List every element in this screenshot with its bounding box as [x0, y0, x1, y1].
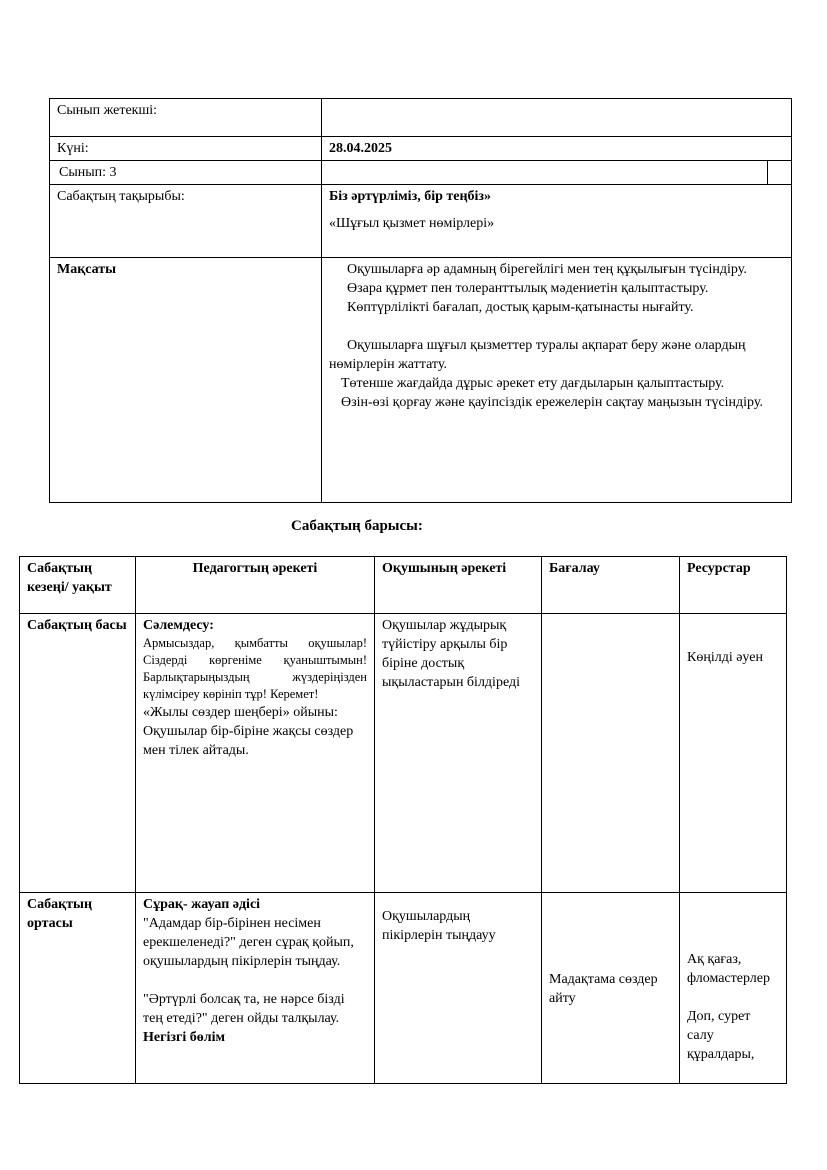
table-header-row: [20, 557, 787, 614]
stage-start: Сабақтың басы: [20, 614, 136, 893]
greeting-text: Армысыздар, қымбатты оқушылар! Сіздерді көргеніме қуаныштымын! Барлықтарыңыздың жүздеріңізден күлімсіреу көрініп тұр! Керемет!: [143, 636, 367, 701]
topic-line-2: «Шұғыл қызмет нөмірлері»: [329, 216, 495, 231]
question-2: "Әртүрлі болсақ та, не нәрсе бізді тең етеді?" деген ойды талқылау.: [143, 992, 345, 1026]
topic-row: [50, 185, 792, 258]
resources-music: Көңілді әуен: [687, 650, 763, 665]
class-extra: [768, 161, 792, 185]
goals-row: [50, 258, 792, 503]
header-stage: Сабақтың кезеңі/ уақыт: [20, 557, 136, 614]
teacher-action-start: [136, 614, 375, 893]
praise-words: Мадақтама сөздер айту: [549, 972, 658, 1006]
date-value: 28.04.2025: [322, 137, 792, 161]
goals-label: Мақсаты: [50, 258, 322, 503]
student-action-middle: [375, 893, 542, 1084]
teacher-action-middle: [136, 893, 375, 1084]
teacher-label: Сынып жетекші:: [50, 99, 322, 137]
goal-item: Оқушыларға әр адамның бірегейлігі мен тең құқылығын түсіндіру.: [347, 262, 747, 277]
resources-start: [680, 614, 787, 893]
header-assessment: Бағалау: [542, 557, 680, 614]
topic-label: Сабақтың тақырыбы:: [50, 185, 322, 258]
table-row: [20, 893, 787, 1084]
qa-method-heading: Сұрақ- жауап әдісі: [143, 897, 261, 912]
topic-value: [322, 185, 792, 258]
resources-ball: Доп, сурет салу құралдары,: [687, 1009, 755, 1062]
student-listen: Оқушылардың пікірлерін тыңдауу: [382, 909, 496, 943]
resources-middle: [680, 893, 787, 1084]
goals-value: [322, 258, 792, 503]
header-student: Оқушының әрекеті: [375, 557, 542, 614]
warm-words-game: «Жылы сөздер шеңбері» ойыны: Оқушылар бір-біріне жақсы сөздер мен тілек айтады.: [143, 705, 354, 758]
question-1: "Адамдар бір-бірінен несімен ерекшеленеді?" деген сұрақ қойып, оқушылардың пікірлерін тыңдау.: [143, 916, 354, 969]
greeting-heading: Сәлемдесу:: [143, 618, 214, 633]
teacher-value: [322, 99, 792, 137]
table-row: [20, 614, 787, 893]
header-teacher: Педагогтың әрекеті: [136, 557, 375, 614]
assessment-start: [542, 614, 680, 893]
stage-middle: Сабақтың ортасы: [20, 893, 136, 1084]
goal-item: Оқушыларға шұғыл қызметтер туралы ақпарат беру және олардың нөмірлерін жаттату.: [329, 338, 746, 372]
topic-line-1: Біз әртүрліміз, бір теңбіз»: [329, 189, 492, 204]
lesson-flow-table: [19, 556, 787, 1084]
goal-item: Төтенше жағдайда дұрыс әрекет ету дағдыларын қалыптастыру.: [341, 376, 725, 391]
class-row: [50, 161, 792, 185]
teacher-row: [50, 99, 792, 137]
resources-paper: Ақ қағаз, фломастерлер: [687, 952, 770, 986]
student-action-start: Оқушылар жұдырық түйістіру арқылы бір біріне достық ықыластарын білдіреді: [375, 614, 542, 893]
main-part-heading: Негізгі бөлім: [143, 1030, 226, 1045]
date-row: [50, 137, 792, 161]
lesson-flow-title: Сабақтың барысы:: [291, 518, 423, 534]
date-label: Күні:: [50, 137, 322, 161]
lesson-info-table: [49, 98, 792, 503]
goal-item: Өзара құрмет пен толеранттылық мәдениетін қалыптастыру.: [347, 281, 709, 296]
goal-item: Көптүрлілікті бағалап, достық қарым-қатынасты нығайту.: [347, 300, 694, 315]
goal-item: Өзін-өзі қорғау және қауіпсіздік ережелерін сақтау маңызын түсіндіру.: [341, 395, 763, 410]
header-resources: Ресурстар: [680, 557, 787, 614]
class-value: [322, 161, 768, 185]
assessment-middle: [542, 893, 680, 1084]
class-label: Сынып: 3: [50, 161, 322, 185]
